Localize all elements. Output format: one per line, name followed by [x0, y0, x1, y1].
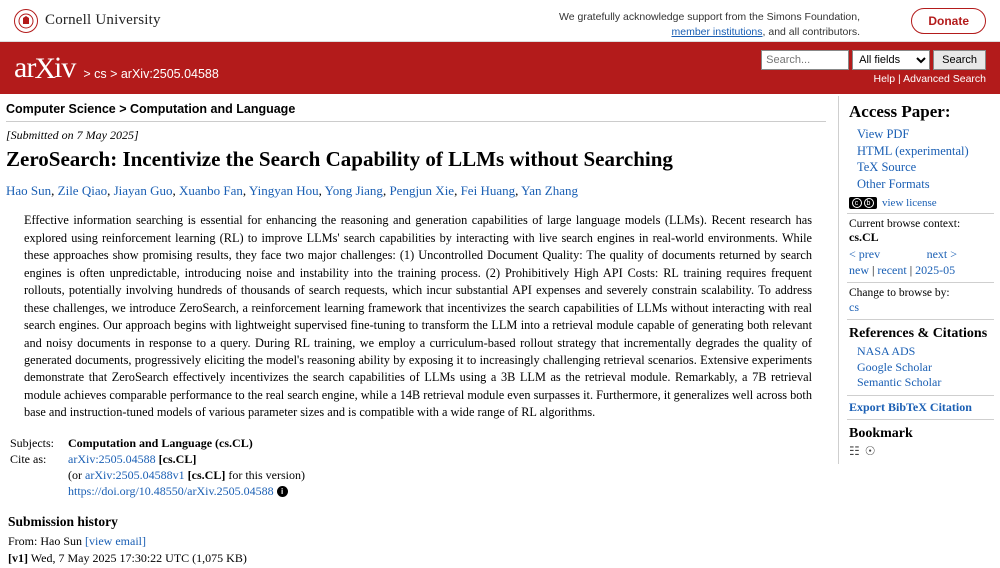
help-link[interactable]: Help [873, 73, 896, 85]
bookmark-icons [849, 444, 994, 458]
export-bibtex-link[interactable]: Export BibTeX Citation [849, 399, 972, 414]
access-link[interactable]: HTML (experimental) [857, 143, 969, 158]
search-input[interactable] [761, 50, 849, 70]
from-label: From: Hao Sun [8, 533, 83, 548]
abstract-text: Effective information searching is essential for enhancing the reasoning and generation capabilities of large language models (LLMs). Recent research has explored using reinforcement learning (RL) to improve LLMs' search capabilities by interacting with live search engines in real-world environments. While these approaches show promising results, they face two major challenges: (1) Uncontrolled Document Quality: The quality of documents returned by search engines is often unpredictable, introducing noise and instability into the training process. (2) Prohibitively High API Costs: RL training requires frequent rollouts, potentially involving hundreds of thousands of search requests, which incur substantial API expenses and severely constrain scalability. To address these challenges, we introduce ZeroSearch, a reinforcement learning framework that incentivizes the search capabilities of LLMs without interacting with real search engines. Our approach begins with lightweight supervised fine-tuning to transform the LLM into a retrieval module capable of generating both relevant and noisy documents in response to a query. During RL training, we employ a curriculum-based rollout strategy that incrementally degrades the quality of generated documents, progressively eliciting the model's reasoning ability by exposing it to increasingly challenging retrieval scenarios. Extensive experiments demonstrate that ZeroSearch effectively incentivizes the search capabilities of LLMs using a 3B LLM as the retrieval module. Remarkably, a 7B retrieval module achieves comparable performance to the real search engine, while a 14B retrieval module even surpasses it. Furthermore, it generalizes well across both base and instruction-tuned models of various parameter sizes and is compatible with a wide range of RL algorithms. [24, 213, 812, 420]
prev-link[interactable]: < prev [849, 247, 881, 261]
access-link[interactable]: Other Formats [857, 176, 930, 191]
search-scope-select[interactable] [852, 50, 930, 70]
divider [847, 213, 994, 214]
page-content [0, 94, 1000, 568]
access-sidebar [838, 96, 1000, 464]
author-link[interactable]: Pengjun Xie [389, 183, 455, 199]
link-separator: | [898, 73, 901, 85]
cornell-university-label: Cornell University [45, 12, 161, 28]
search-help-links [761, 73, 986, 85]
search-button[interactable]: Search [933, 50, 986, 70]
table-row [10, 484, 305, 500]
submitted-date: [Submitted on 7 May 2025] [6, 128, 139, 142]
author-link[interactable]: Hao Sun [6, 183, 52, 199]
ack-line-2: , and all contributors. [762, 26, 860, 39]
divider-4 [847, 395, 994, 396]
v1-label: [v1] [8, 551, 28, 566]
cornell-topbar [0, 0, 1000, 42]
author-link[interactable]: Xuanbo Fan [178, 183, 243, 199]
table-row [10, 468, 305, 484]
bibsonomy-icon[interactable]: ☷ [849, 443, 860, 458]
arxiv-logo-ar: ar [14, 51, 36, 84]
table-row [10, 436, 305, 452]
new-link[interactable]: new [849, 263, 869, 277]
license-row [849, 197, 994, 209]
subject-breadcrumb[interactable]: Computer Science > Computation and Language [6, 102, 826, 122]
browse-context-label: Current browse context: [849, 218, 961, 230]
cornell-seal-icon [14, 9, 38, 33]
change-browse-cs-link[interactable]: cs [849, 300, 859, 314]
main-column [0, 94, 838, 568]
member-institutions-link[interactable]: member institutions [671, 26, 763, 39]
references-links [847, 344, 994, 391]
divider-3 [847, 319, 994, 320]
arxiv-logo[interactable] [14, 53, 75, 83]
empty-label-2 [10, 484, 68, 500]
access-link[interactable]: TeX Source [857, 160, 917, 174]
recent-link[interactable]: recent [877, 263, 907, 277]
cornell-logo[interactable] [14, 9, 161, 33]
page-title: ZeroSearch: Incentivize the Search Capability of LLMs without Searching [6, 147, 673, 171]
month-link[interactable]: 2025-05 [915, 263, 956, 277]
cc-license-icon: c b [849, 197, 877, 209]
submission-from [8, 533, 826, 550]
access-links [847, 126, 994, 192]
references-citations-title: References & Citations [849, 326, 988, 341]
reddit-icon[interactable]: ☉ [864, 443, 876, 458]
author-link[interactable]: Yan Zhang [521, 183, 578, 199]
arxiv-logo-chi: X [34, 52, 55, 85]
author-link[interactable]: Yong Jiang [324, 183, 383, 199]
change-browse-label: Change to browse by: [849, 287, 950, 299]
nav-separator-2: | [909, 263, 913, 277]
arxiv-header [0, 42, 1000, 94]
doi-value [68, 484, 305, 500]
arxiv-id-link[interactable]: arXiv:2505.04588 [68, 451, 156, 466]
version-value [68, 468, 305, 484]
divider-2 [847, 282, 994, 283]
nav-separator-1: | [872, 263, 875, 277]
reference-link[interactable]: Semantic Scholar [857, 375, 942, 390]
divider-5 [847, 419, 994, 420]
metadata-table [10, 436, 305, 500]
version-suffix: for this version) [228, 467, 305, 482]
cite-label: Cite as: [10, 451, 47, 466]
access-paper-title: Access Paper: [849, 102, 951, 121]
author-link[interactable]: Jiayan Guo [113, 183, 173, 199]
search-area [761, 50, 986, 85]
author-link[interactable]: Zile Qiao [57, 183, 108, 199]
author-link[interactable]: Yingyan Hou [248, 183, 319, 199]
browse-context-category: cs.CL [849, 230, 879, 244]
table-row [10, 452, 305, 468]
subjects-value: Computation and Language (cs.CL) [68, 435, 253, 450]
acknowledgement-text [559, 10, 860, 40]
version-category: [cs.CL] [187, 467, 226, 482]
advanced-search-link[interactable]: Advanced Search [903, 73, 986, 85]
new-recent-row [849, 263, 994, 278]
view-license-link[interactable]: view license [882, 197, 937, 209]
reference-link[interactable]: NASA ADS [857, 344, 916, 358]
breadcrumb[interactable]: > cs > arXiv:2505.04588 [83, 67, 219, 81]
arxiv-id-category: [cs.CL] [158, 451, 197, 466]
v1-value: Wed, 7 May 2025 17:30:22 UTC (1,075 KB) [30, 551, 247, 566]
view-email-link[interactable]: [view email] [85, 533, 146, 548]
reference-link[interactable]: Google Scholar [857, 359, 932, 374]
next-link[interactable]: next > [926, 247, 957, 261]
access-link[interactable]: View PDF [857, 127, 910, 141]
ack-line-1: We gratefully acknowledge support from the Simons Foundation, [559, 11, 860, 23]
bookmark-title: Bookmark [849, 425, 913, 441]
author-list: Hao Sun, Zile Qiao, Jiayan Guo, Xuanbo Fan, Yingyan Hou, Yong Jiang, Pengjun Xie, Fei Huang, Yan Zhang [6, 183, 578, 199]
cite-value [68, 452, 305, 468]
change-browse-cat [849, 300, 994, 315]
submission-history-heading: Submission history [8, 513, 118, 529]
arxiv-version-link[interactable]: arXiv:2505.04588v1 [85, 467, 185, 482]
doi-link[interactable]: https://doi.org/10.48550/arXiv.2505.04588 [68, 483, 274, 498]
submission-v1 [8, 550, 826, 567]
arxiv-logo-iv: iv [53, 51, 76, 84]
version-prefix: (or [68, 467, 82, 482]
info-icon[interactable]: i [277, 486, 288, 497]
empty-label [10, 468, 68, 484]
donate-button[interactable]: Donate [911, 8, 986, 34]
author-link[interactable]: Fei Huang [460, 183, 516, 199]
prev-next-row [849, 247, 957, 262]
subjects-label: Subjects: [10, 435, 54, 450]
